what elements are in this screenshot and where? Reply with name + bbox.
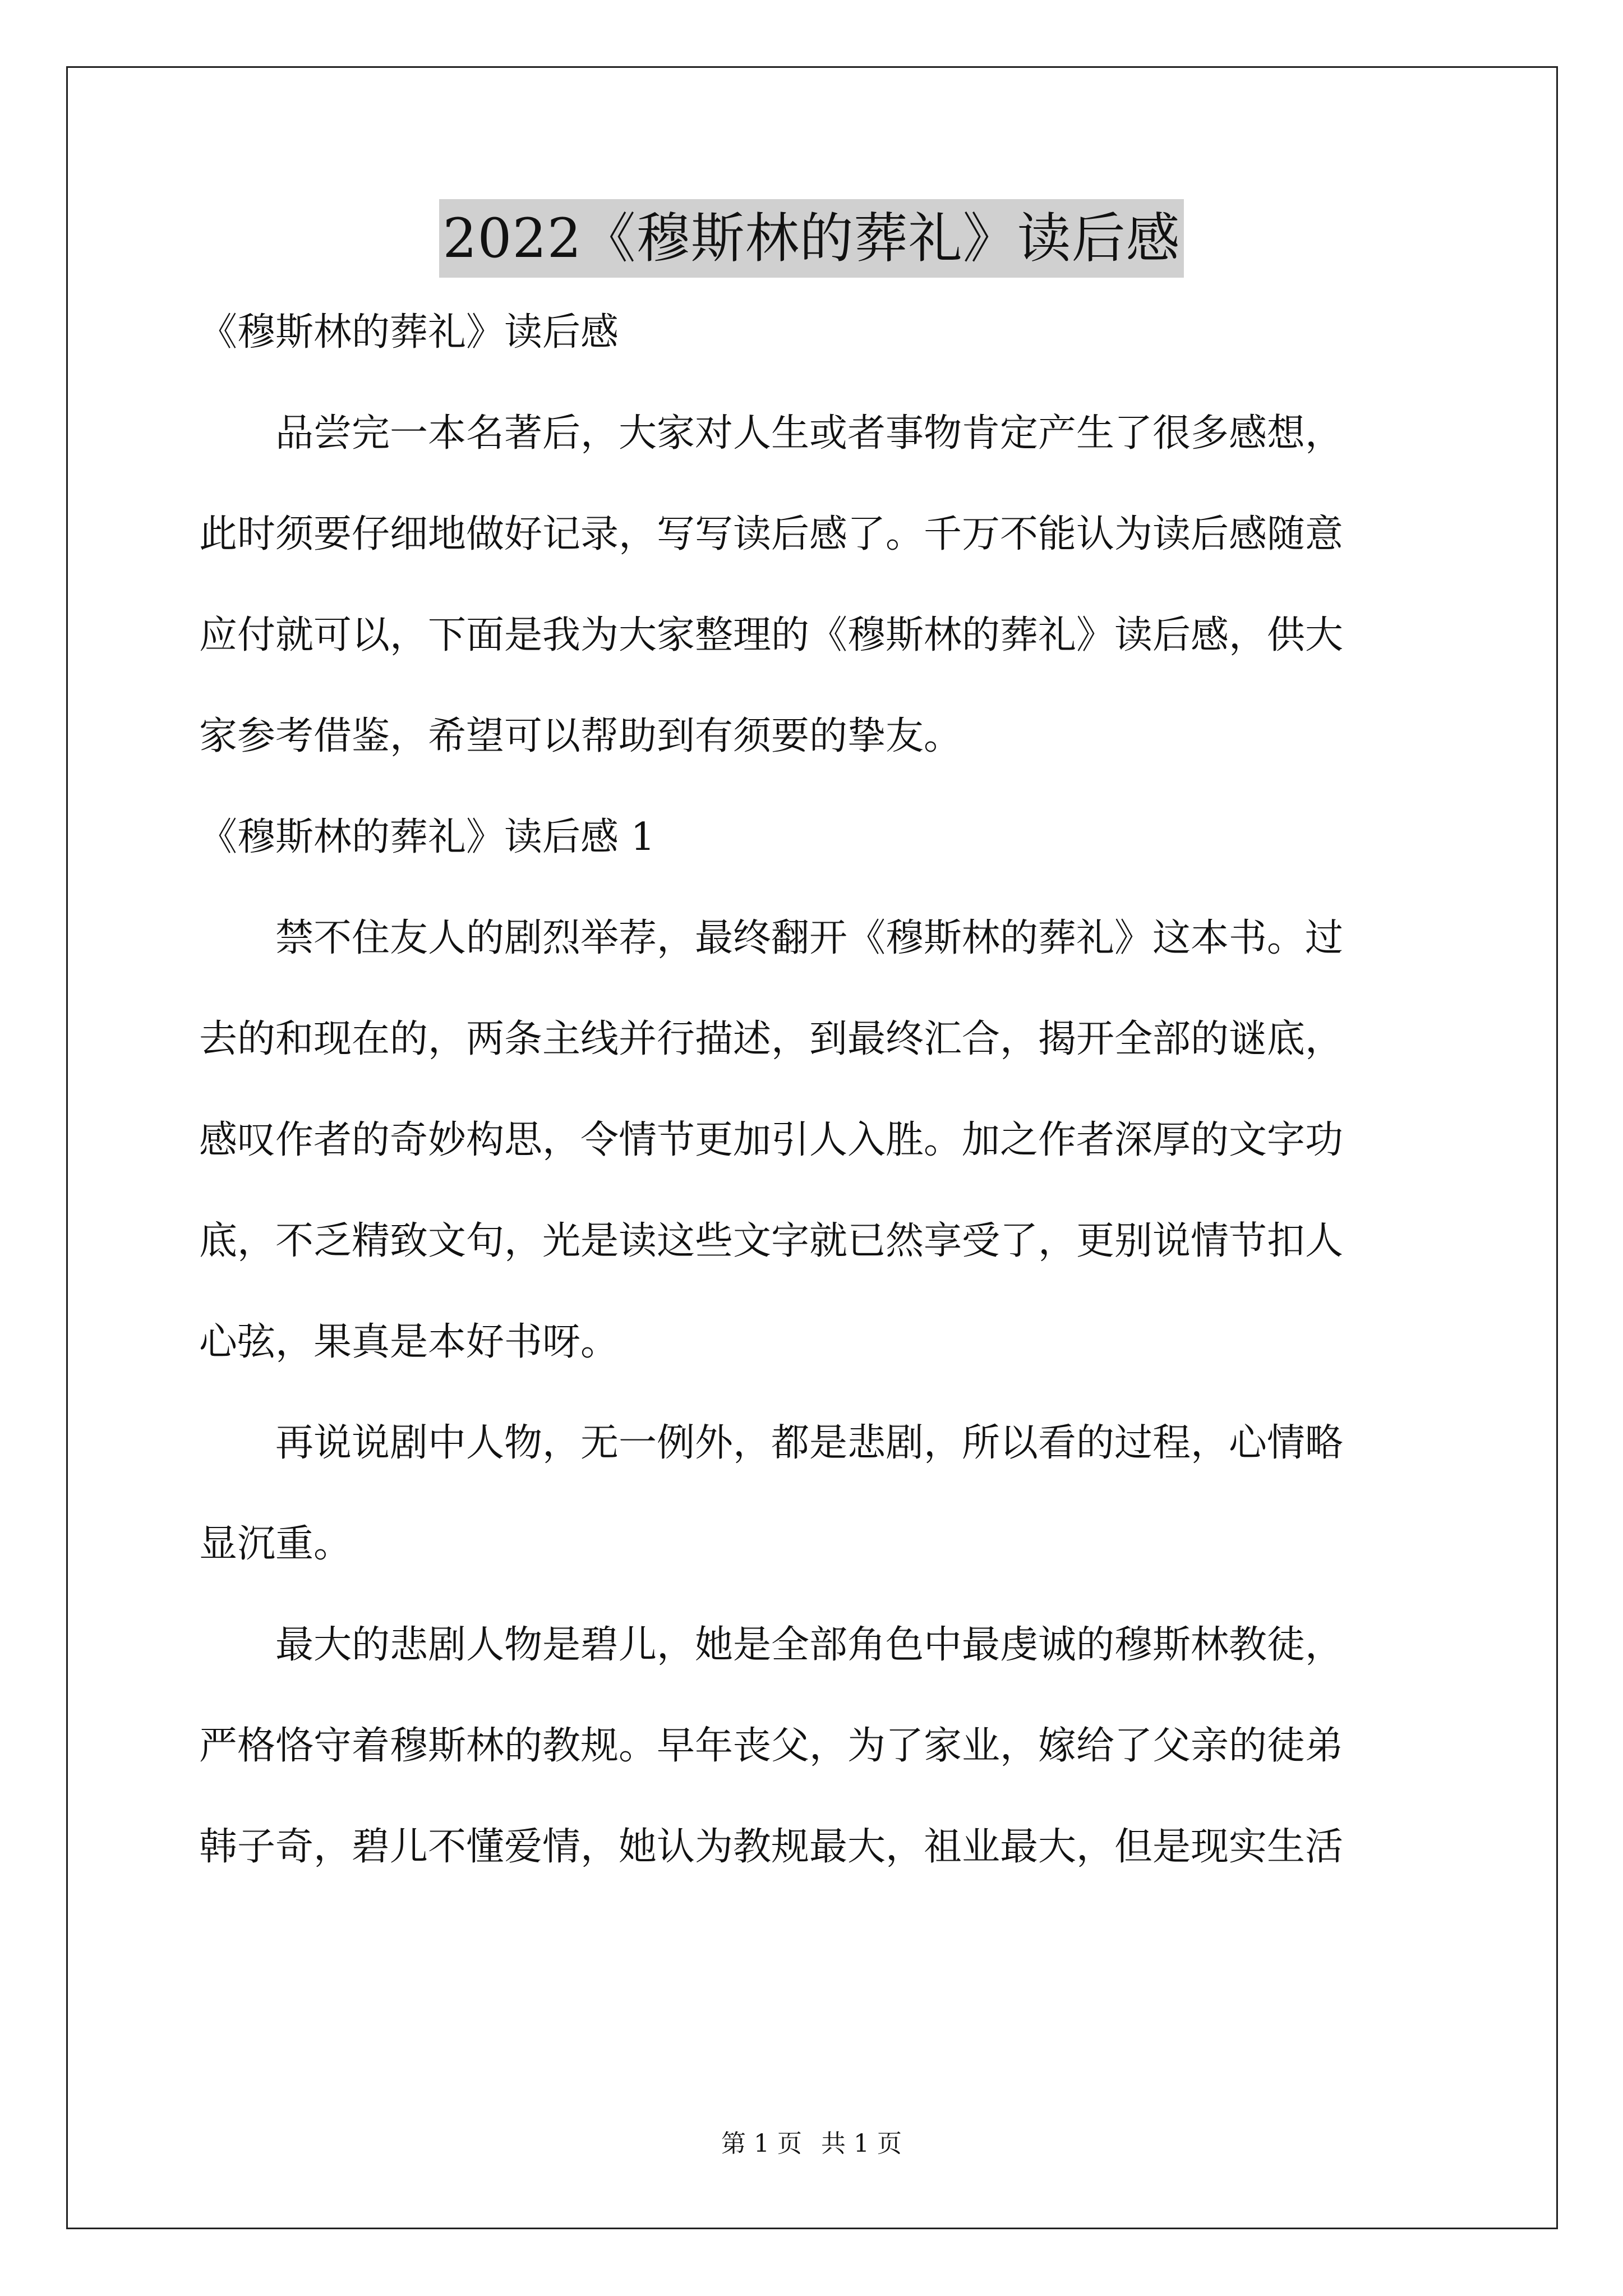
body-line: 底，不乏精致文句，光是读这些文字就已然享受了，更别说情节扣人 <box>199 1219 1344 1263</box>
page-footer <box>0 2127 1623 2161</box>
page-number: 第 1 页 <box>721 2129 802 2158</box>
body-line: 《穆斯林的葬礼》读后感 <box>199 310 619 355</box>
body-line: 显沉重。 <box>199 1522 352 1566</box>
body-line: 品尝完一本名著后，大家对人生或者事物肯定产生了很多感想， <box>199 411 1344 455</box>
section-heading: 《穆斯林的葬礼》读后感 1 <box>199 815 655 859</box>
body-line: 再说说剧中人物，无一例外，都是悲剧，所以看的过程，心情略 <box>199 1421 1344 1465</box>
page-total: 共 1 页 <box>821 2129 902 2158</box>
page-title: 2022《穆斯林的葬礼》读后感 <box>439 199 1183 278</box>
body-line: 感叹作者的奇妙构思，令情节更加引人入胜。加之作者深厚的文字功 <box>199 1118 1344 1162</box>
document-body <box>199 306 1427 1874</box>
body-line: 禁不住友人的剧烈举荐，最终翻开《穆斯林的葬礼》这本书。过 <box>199 916 1344 960</box>
body-line: 应付就可以，下面是我为大家整理的《穆斯林的葬礼》读后感，供大 <box>199 613 1344 657</box>
body-line: 韩子奇，碧儿不懂爱情，她认为教规最大，祖业最大，但是现实生活 <box>199 1825 1344 1869</box>
body-line: 严格恪守着穆斯林的教规。早年丧父，为了家业，嫁给了父亲的徒弟 <box>199 1724 1344 1768</box>
body-line: 最大的悲剧人物是碧儿，她是全部角色中最虔诚的穆斯林教徒， <box>199 1623 1344 1667</box>
title-wrapper <box>0 199 1623 278</box>
body-line: 心弦，果真是本好书呀。 <box>199 1320 619 1364</box>
body-line: 去的和现在的，两条主线并行描述，到最终汇合，揭开全部的谜底， <box>199 1017 1344 1061</box>
body-line: 此时须要仔细地做好记录，写写读后感了。千万不能认为读后感随意 <box>199 512 1344 556</box>
body-line: 家参考借鉴，希望可以帮助到有须要的挚友。 <box>199 714 962 758</box>
